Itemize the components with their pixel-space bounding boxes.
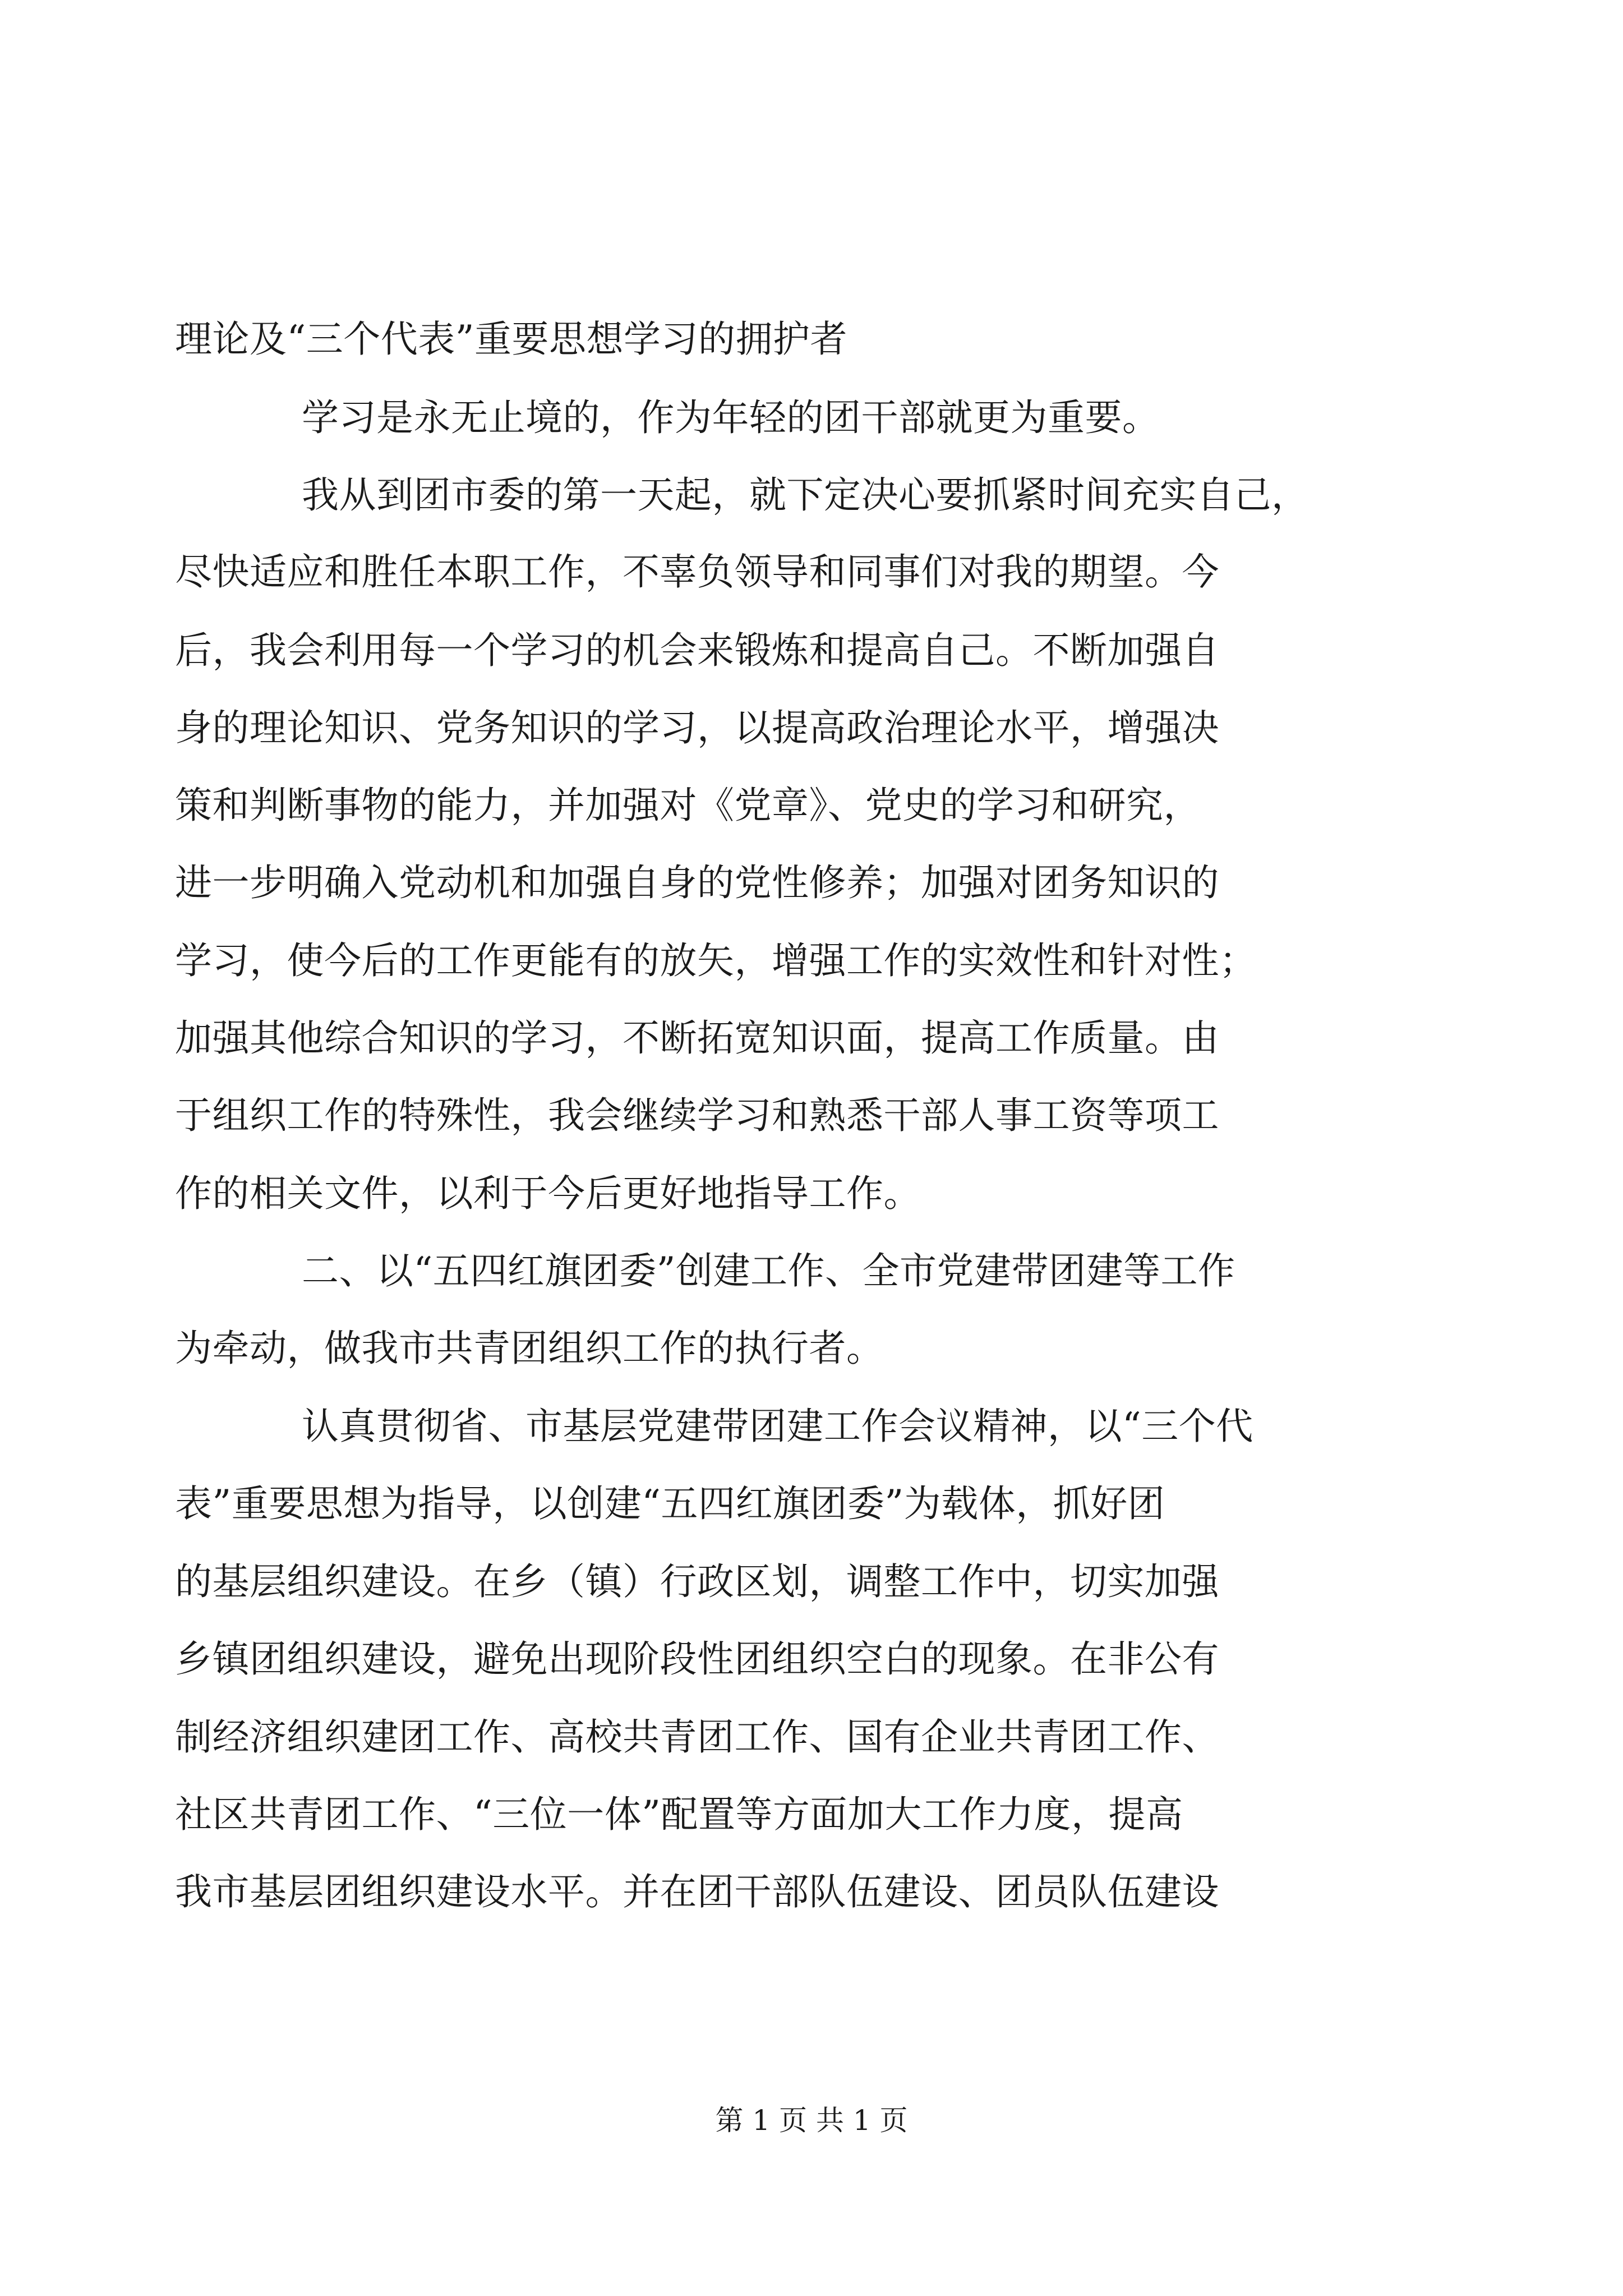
text-line: 策和判断事物的能力，并加强对《党章》、党史的学习和研究， — [175, 784, 1201, 827]
page-footer: 第 1 页 共 1 页 — [715, 2104, 908, 2137]
text-line: 进一步明确入党动机和加强自身的党性修养；加强对团务知识的 — [175, 861, 1219, 904]
text-line: 的基层组织建设。在乡（镇）行政区划，调整工作中，切实加强 — [175, 1560, 1219, 1603]
text-line: 作的相关文件，以利于今后更好地指导工作。 — [175, 1172, 921, 1215]
text-line: 学习是永无止境的，作为年轻的团干部就更为重要。 — [302, 396, 1160, 439]
text-line: 为牵动，做我市共青团组织工作的执行者。 — [175, 1327, 884, 1370]
text-line: 二、以“五四红旗团委”创建工作、全市党建带团建等工作 — [302, 1249, 1235, 1292]
text-line: 社区共青团工作、“三位一体”配置等方面加大工作力度，提高 — [175, 1793, 1183, 1836]
text-line: 表”重要思想为指导，以创建“五四红旗团委”为载体，抓好团 — [175, 1482, 1165, 1525]
text-line: 制经济组织建团工作、高校共青团工作、国有企业共青团工作、 — [175, 1715, 1219, 1759]
text-line: 后，我会利用每一个学习的机会来锻炼和提高自己。不断加强自 — [175, 629, 1219, 672]
text-line: 我市基层团组织建设水平。并在团干部队伍建设、团员队伍建设 — [175, 1870, 1219, 1913]
text-line: 乡镇团组织建设，避免出现阶段性团组织空白的现象。在非公有 — [175, 1637, 1219, 1681]
text-line: 理论及“三个代表”重要思想学习的拥护者 — [175, 318, 847, 361]
text-line: 学习，使今后的工作更能有的放矢，增强工作的实效性和针对性； — [175, 939, 1257, 982]
text-line: 认真贯彻省、市基层党建带团建工作会议精神，以“三个代 — [302, 1405, 1253, 1448]
text-line: 我从到团市委的第一天起，就下定决心要抓紧时间充实自己， — [302, 473, 1309, 517]
text-line: 加强其他综合知识的学习，不断拓宽知识面，提高工作质量。由 — [175, 1016, 1219, 1060]
text-line: 身的理论知识、党务知识的学习，以提高政治理论水平，增强决 — [175, 706, 1219, 749]
text-line: 尽快适应和胜任本职工作，不辜负领导和同事们对我的期望。今 — [175, 550, 1219, 593]
text-line: 于组织工作的特殊性，我会继续学习和熟悉干部人事工资等项工 — [175, 1094, 1219, 1137]
